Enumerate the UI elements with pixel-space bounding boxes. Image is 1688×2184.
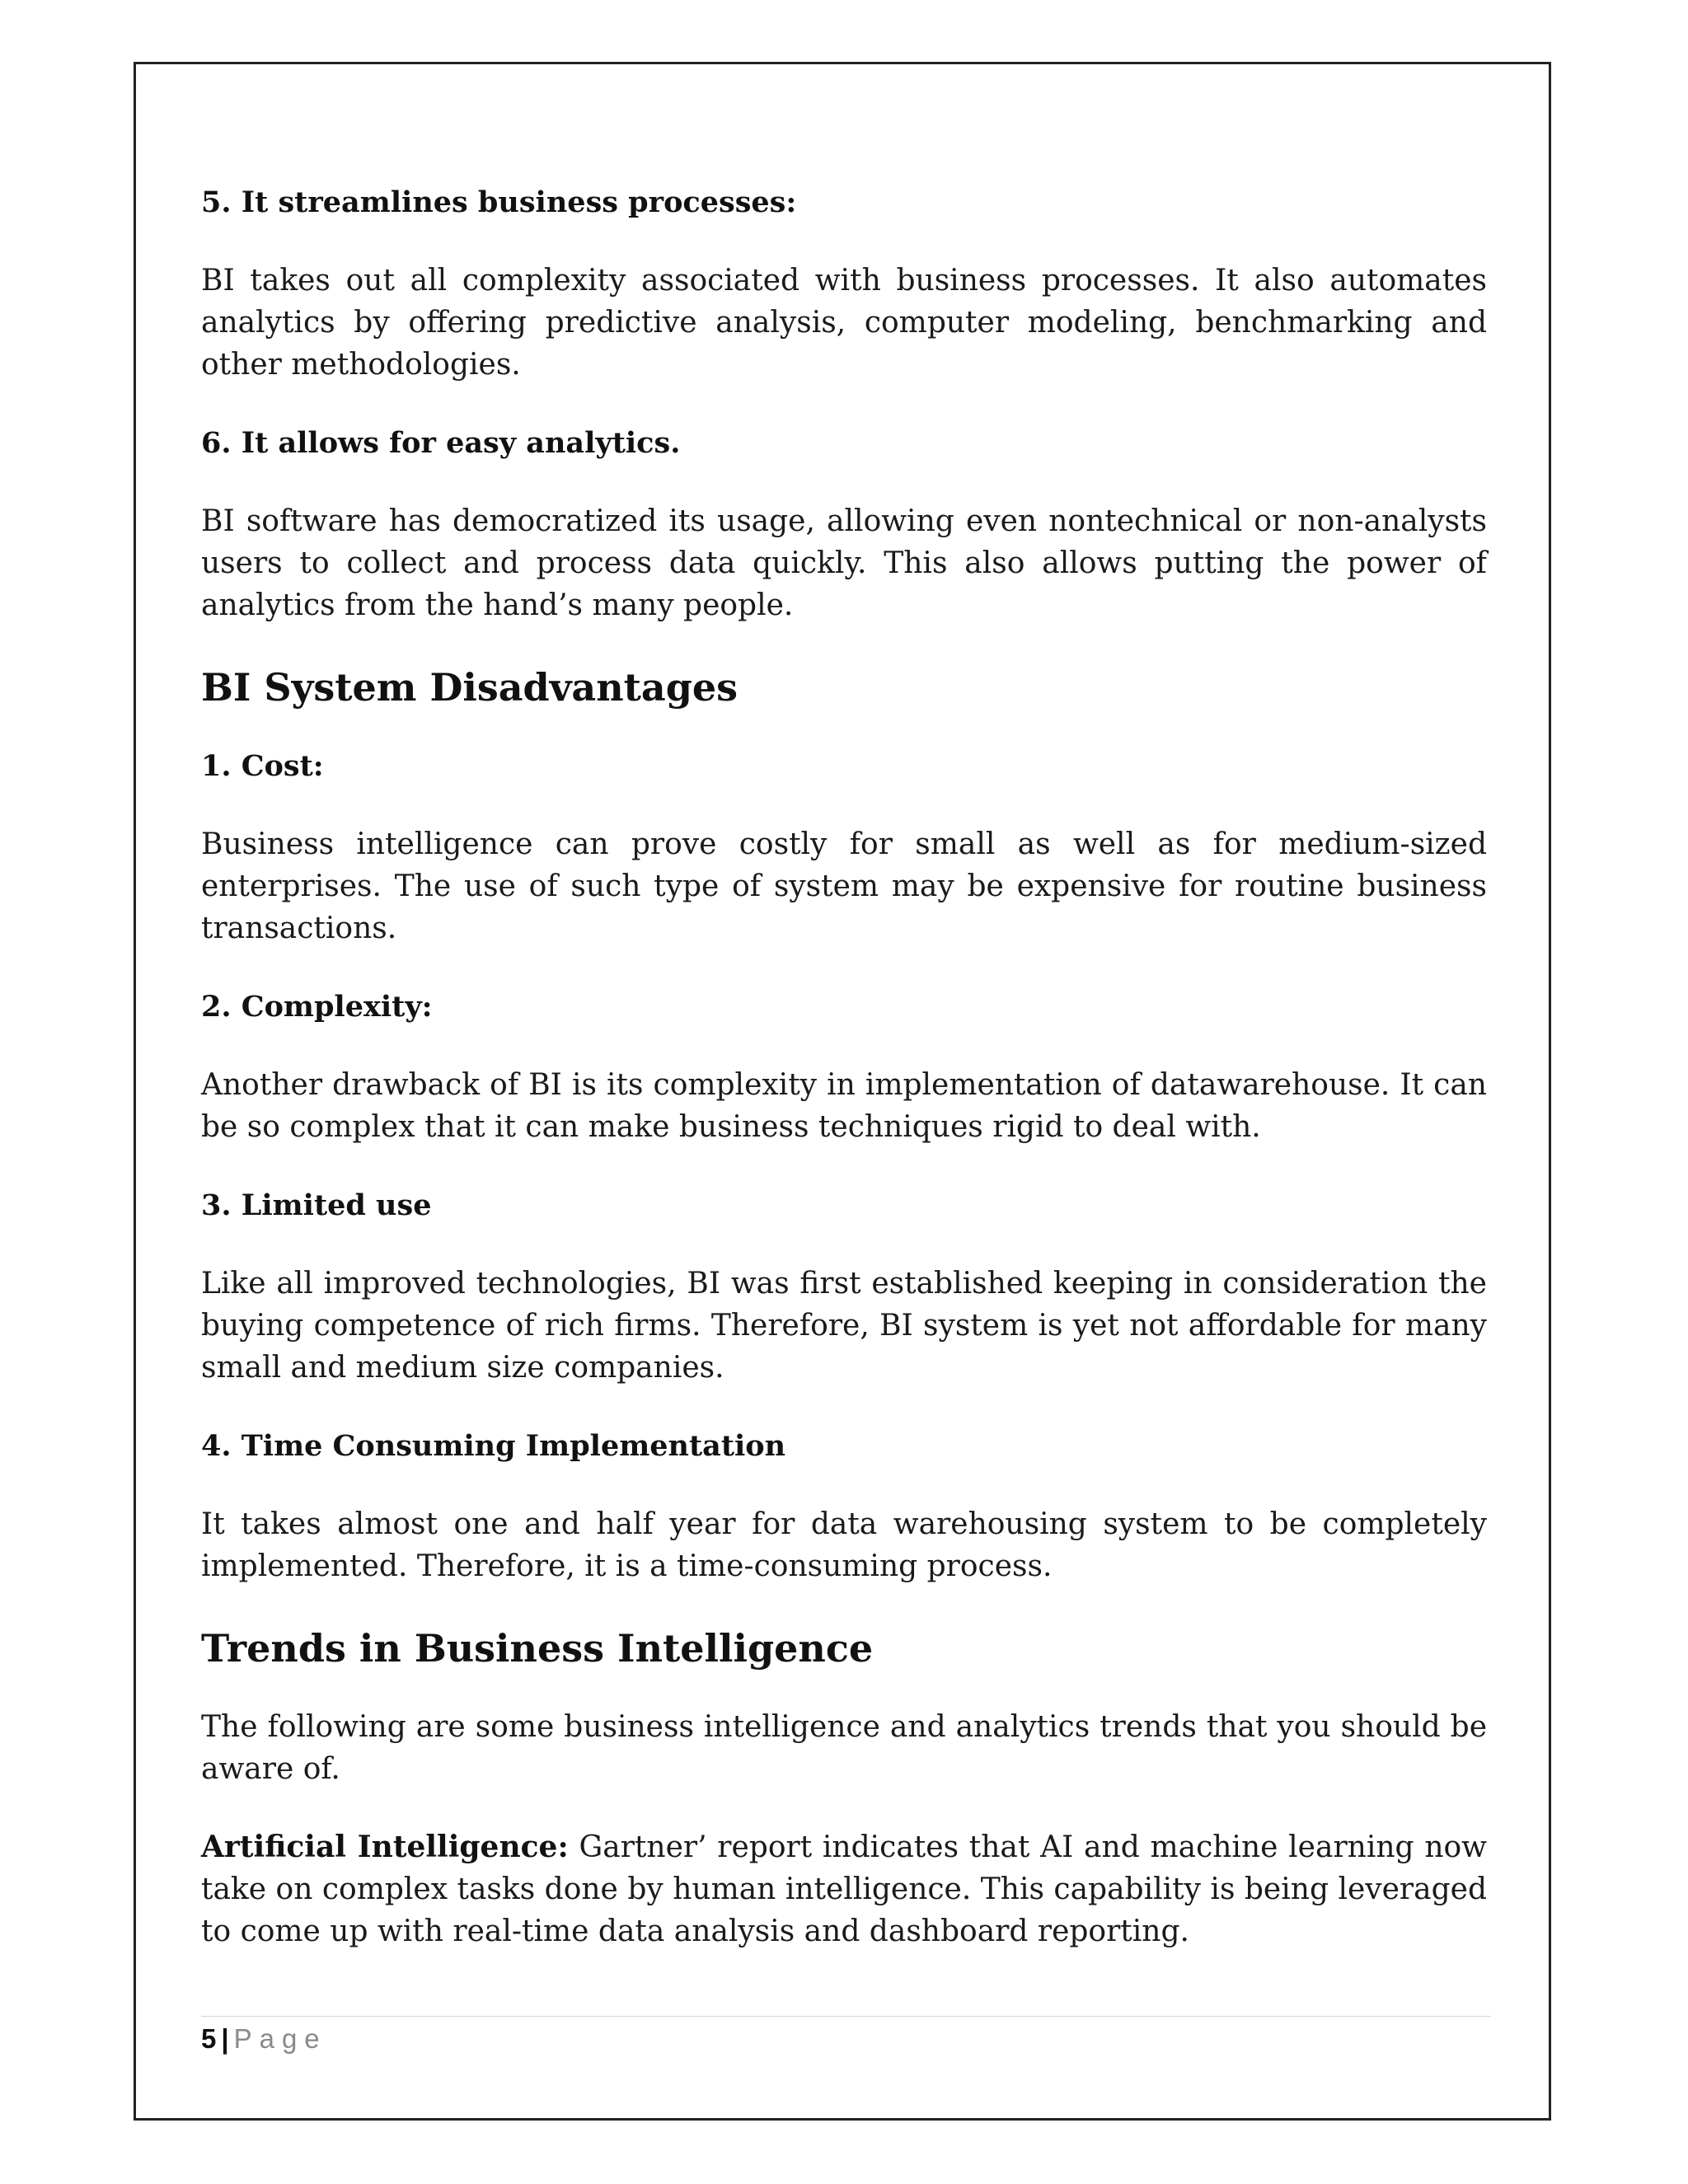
disadvantage-time-body: It takes almost one and half year for data warehousing system to be completely implemented. Therefore, it is a time-consuming process. xyxy=(201,1507,1487,1583)
footer-separator: | xyxy=(221,2023,229,2054)
disadvantage-cost-body: Business intelligence can prove costly for small as well as for medium-sized enterprises. The use of such type of system may be expensive for routine business transactions. xyxy=(201,827,1487,945)
page-footer xyxy=(201,2021,327,2057)
disadvantage-cost-heading: 1. Cost: xyxy=(201,749,324,783)
page-label: Page xyxy=(233,2023,327,2054)
advantage-6-body: BI software has democratized its usage, allowing even nontechnical or non-analysts users to collect and process data quickly. This also allows putting the power of analytics from the hand’s many people. xyxy=(201,504,1487,622)
disadvantages-title: BI System Disadvantages xyxy=(201,665,738,710)
footer-divider xyxy=(201,2016,1491,2017)
advantage-5-heading: 5. It streamlines business processes: xyxy=(201,185,797,219)
trend-ai-paragraph xyxy=(201,1826,1487,1952)
advantage-6-heading: 6. It allows for easy analytics. xyxy=(201,426,681,460)
trend-ai-lead: Artificial Intelligence: xyxy=(201,1830,569,1864)
disadvantage-complexity-body: Another drawback of BI is its complexity in implementation of datawarehouse. It can be so complex that it can make business techniques rigid to deal with. xyxy=(201,1068,1487,1144)
disadvantage-complexity-heading: 2. Complexity: xyxy=(201,990,433,1024)
disadvantage-limited-use-heading: 3. Limited use xyxy=(201,1188,432,1222)
trend-ai-body: Gartner’ report indicates that AI and machine learning now take on complex tasks done by human intelligence. This capability is being leveraged to come up with real-time data analysis and dashboard reporting. xyxy=(201,1830,1487,1948)
page-number: 5 xyxy=(201,2023,217,2054)
document-body xyxy=(201,181,1487,1989)
disadvantage-limited-use-body: Like all improved technologies, BI was first established keeping in consideration the buying competence of rich firms. Therefore, BI system is yet not affordable for many small and medium size companies. xyxy=(201,1267,1487,1385)
advantage-5-body: BI takes out all complexity associated with business processes. It also automates analytics by offering predictive analysis, computer modeling, benchmarking and other methodologies. xyxy=(201,264,1487,382)
trends-title: Trends in Business Intelligence xyxy=(201,1626,874,1671)
disadvantage-time-heading: 4. Time Consuming Implementation xyxy=(201,1429,786,1463)
trends-intro: The following are some business intelligence and analytics trends that you should be aware of. xyxy=(201,1710,1487,1786)
